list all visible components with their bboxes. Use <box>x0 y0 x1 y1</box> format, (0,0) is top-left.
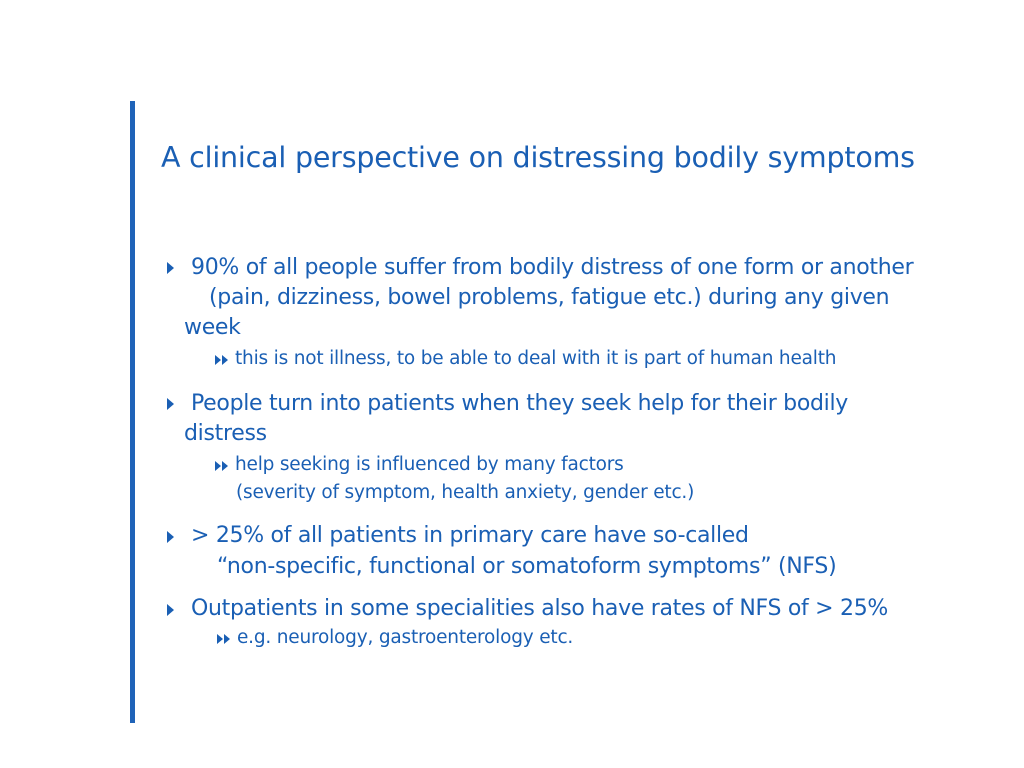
sub-bullet-double-triangle-icon <box>217 634 233 646</box>
bullet-2-line-2: distress <box>184 421 267 446</box>
bullet-1-line-1: 90% of all people suffer from bodily distress of one form or another <box>191 255 914 280</box>
bullet-1-line-3: week <box>184 315 241 340</box>
bullet-1-sub-1-line-1: this is not illness, to be able to deal with it is part of human health <box>235 348 837 369</box>
bullet-3-line-1: > 25% of all patients in primary care have so-called <box>191 523 749 548</box>
bullet-4-sub-1-line-1: e.g. neurology, gastroenterology etc. <box>237 627 574 648</box>
bullet-4-line-1: Outpatients in some specialities also have rates of NFS of > 25% <box>191 596 888 621</box>
bullet-3-line-2: “non-specific, functional or somatoform symptoms” (NFS) <box>217 554 837 579</box>
bullet-2-sub-1-line-2: (severity of symptom, health anxiety, gender etc.) <box>236 482 695 503</box>
bullet-1-line-2: (pain, dizziness, bowel problems, fatigue etc.) during any given <box>209 285 890 310</box>
bullet-2-line-1: People turn into patients when they seek help for their bodily <box>191 391 848 416</box>
sub-bullet-double-triangle-icon <box>215 461 231 473</box>
slide-title: A clinical perspective on distressing bodily symptoms <box>161 141 915 174</box>
bullet-triangle-icon <box>167 531 174 543</box>
bullet-triangle-icon <box>167 262 174 274</box>
bullet-triangle-icon <box>167 604 174 616</box>
sub-bullet-double-triangle-icon <box>215 355 231 367</box>
bullet-triangle-icon <box>167 398 174 410</box>
bullet-2-sub-1-line-1: help seeking is influenced by many factors <box>235 454 624 475</box>
